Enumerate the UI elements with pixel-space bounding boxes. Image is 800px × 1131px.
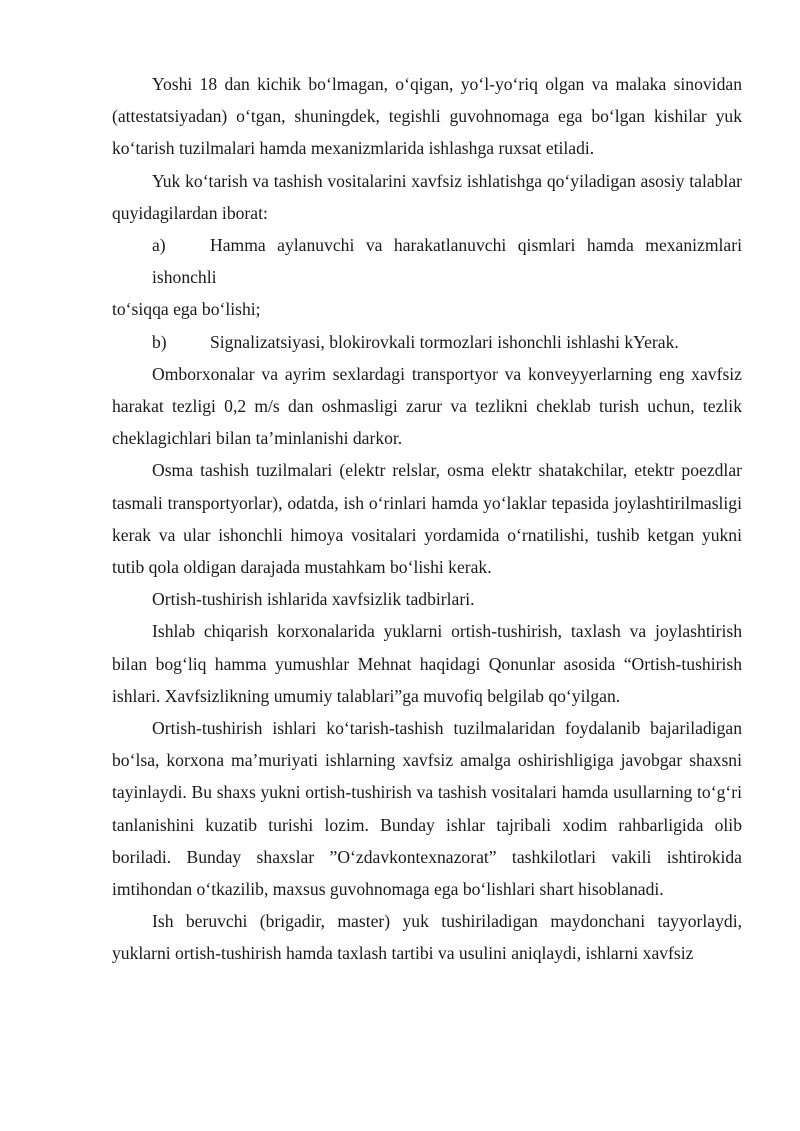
list-marker-b: b) (152, 331, 167, 352)
document-page (112, 68, 742, 970)
list-item-b (112, 326, 742, 358)
list-item-b-text: Signalizatsiyasi, blokirovkali tormozlari ishonchli ishlashi kYerak. (210, 331, 679, 352)
list-marker-a: a) (152, 235, 166, 256)
paragraph-safety-requirements-intro: Yuk ko‘tarish va tashish vositalarini xavfsiz ishlatishga qo‘yiladigan asosiy talablar quyidagilardan iborat: (112, 170, 742, 223)
paragraph-age-requirements: Yoshi 18 dan kichik bo‘lmagan, o‘qigan, yo‘l-yo‘riq olgan va malaka sinovidan (attestatsiyadan) o‘tgan, shuningdek, tegishli guvohnomaga ega bo‘lgan kishilar yuk ko‘tarish tuzilmalari hamda mexanizmlarida ishlashga ruxsat etiladi. (112, 74, 742, 159)
section-heading-loading-safety: Ortish-tushirish ishlarida xavfsizlik tadbirlari. (152, 589, 475, 610)
list-item-a (112, 229, 742, 293)
list-item-a-continuation: to‘siqqa ega bo‘lishi; (112, 299, 261, 320)
paragraph-responsible-person: Ortish-tushirish ishlari ko‘tarish-tashish tuzilmalaridan foydalanib bajariladigan bo‘lsa, korxona ma’muriyati ishlarning xavfsiz amalga oshirishligiga javobgar shaxsni tayinlaydi. Bu shaxs yukni ortish-tushirish va tashish vositalari hamda usullarning to‘g‘ri tanlanishini kuzatib turishi lozim. Bunday ishlar tajribali xodim rahbarligida olib boriladi. Bunday shaxslar ”O‘zdavkontexnazorat” tashkilotlari vakili ishtirokida imtihondan o‘tkazilib, maxsus guvohnomaga ega bo‘lishlari shart hisoblanadi. (112, 718, 742, 900)
paragraph-conveyor-speed: Omborxonalar va ayrim sexlardagi transportyor va konveyyerlarning eng xavfsiz harakat tezligi 0,2 m/s dan oshmasligi zarur va tezlikni cheklab turish uchun, tezlik cheklagichlari bilan ta’minlanishi darkor. (112, 363, 742, 449)
list-item-a-text: Hamma aylanuvchi va harakatlanuvchi qismlari hamda mexanizmlari ishonchli (152, 235, 742, 288)
paragraph-overhead-transport: Osma tashish tuzilmalari (elektr relslar, osma elektr shatakchilar, etektr poezdlar tasmali transportyorlar), odatda, ish o‘rinlari hamda yo‘laklar tepasida joylashtirilmasligi kerak va ular ishonchli himoya vositalari yordamida o‘rnatilishi, tushib ketgan yukni tutib qola oldigan darajada mustahkam bo‘lishi kerak. (112, 460, 742, 578)
paragraph-loading-regulations: Ishlab chiqarish korxonalarida yuklarni ortish-tushirish, taxlash va joylashtirish bilan bog‘liq hamma yumushlar Mehnat haqidagi Qonunlar asosida “Ortish-tushirish ishlari. Xavfsizlikning umumiy talablari”ga muvofiq belgilab qo‘yilgan. (112, 621, 742, 706)
paragraph-employer-duties: Ish beruvchi (brigadir, master) yuk tushiriladigan maydonchani tayyorlaydi, yuklarni ortish-tushirish hamda taxlash tartibi va usulini aniqlaydi, ishlarni xavfsiz (112, 911, 742, 964)
